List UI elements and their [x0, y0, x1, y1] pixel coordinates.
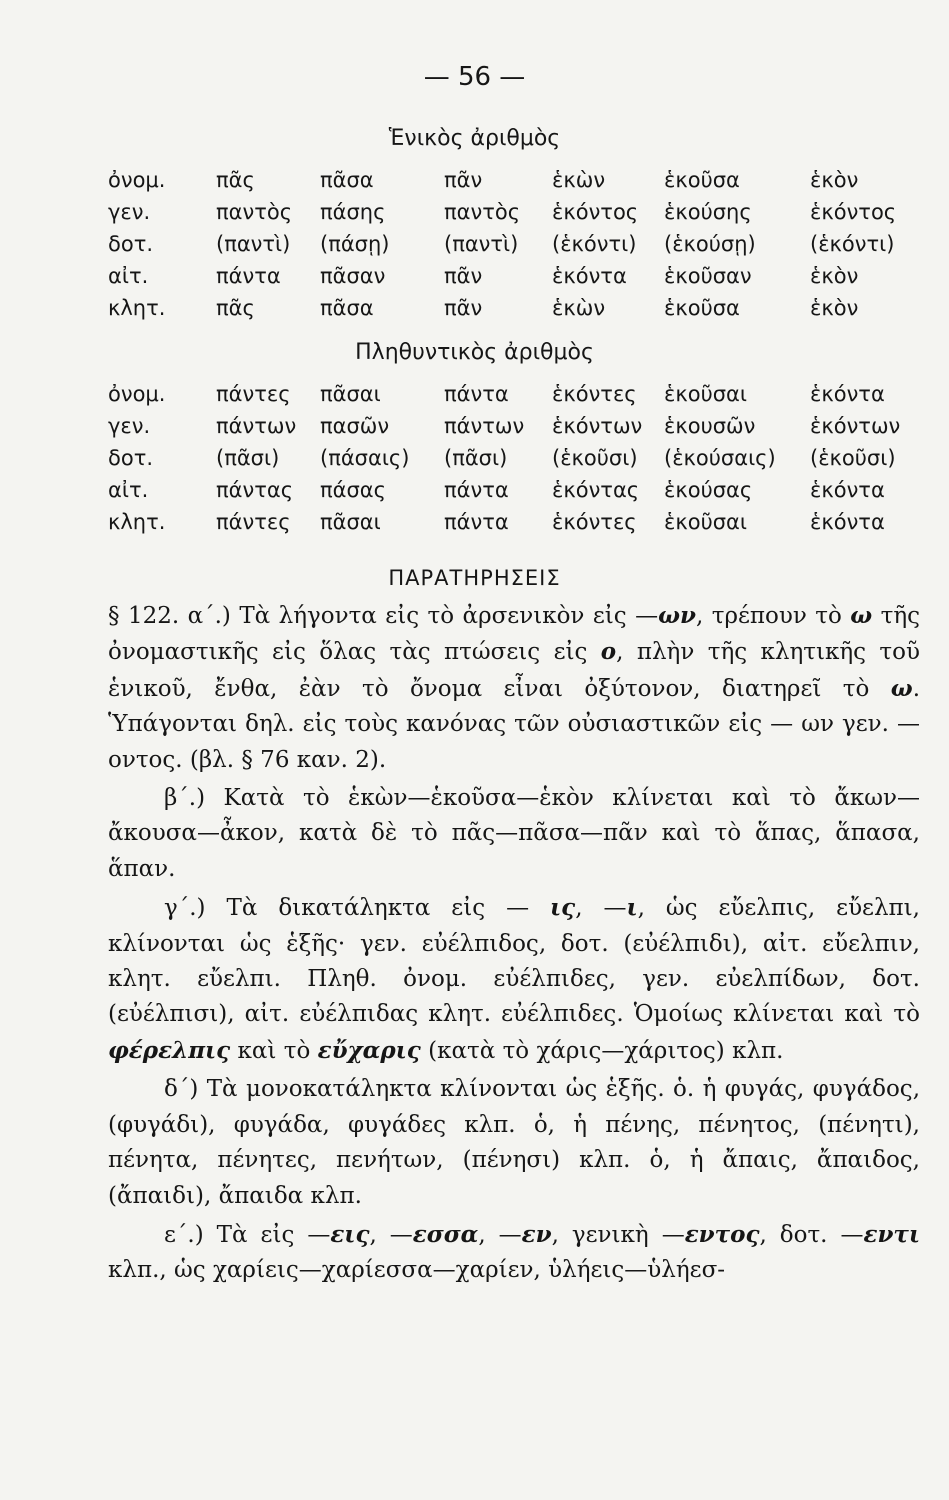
- emphasis: ω: [890, 674, 913, 702]
- form-cell: ἑκόντων: [552, 414, 643, 438]
- case-label: γεν.: [108, 200, 151, 224]
- text-run: κλπ., ὡς χαρίεις—χαρίεσσα—χαρίεν, ὑλήεις—ὑλήεσ-: [108, 1257, 726, 1284]
- text-run: , —: [478, 1221, 522, 1248]
- paragraph: [108, 781, 920, 887]
- form-cell: πᾶσαν: [320, 264, 386, 288]
- form-cell: ἑκοῦσαι: [664, 510, 747, 534]
- form-cell: ἑκουσῶν: [664, 414, 756, 438]
- emphasis: εν: [521, 1220, 552, 1248]
- text-run: καὶ τὸ: [230, 1037, 318, 1064]
- singular-heading: Ἑνικὸς ἀριθμὸς: [388, 126, 561, 151]
- form-cell: πάσας: [320, 478, 386, 502]
- form-cell: ἑκόντας: [552, 478, 640, 502]
- case-label: ὀνομ.: [108, 382, 166, 406]
- paragraph: [108, 1217, 920, 1289]
- plural-heading: Πληθυντικὸς ἀριθμὸς: [355, 340, 594, 365]
- form-cell: ἑκοῦσα: [664, 168, 740, 192]
- form-cell: πᾶν: [444, 264, 483, 288]
- text-run: β΄.) Κατὰ τὸ ἑκὼν—ἑκοῦσα—ἑκὸν κλίνεται καὶ τὸ ἄκων—ἄκουσα—ἆκον, κατὰ δὲ τὸ πᾶς—πᾶσα—πᾶν καὶ τὸ ἅπας, ἅπασα, ἅπαν.: [108, 785, 920, 882]
- form-cell: ἑκὸν: [810, 296, 859, 320]
- form-cell: πάντα: [444, 382, 509, 406]
- table-row: [108, 446, 918, 478]
- emphasis: εὔχαρις: [317, 1036, 421, 1064]
- text-run: . Ὑπάγονται δηλ. εἰς τοὺς κανόνας τῶν οὐσιαστικῶν εἰς — ων γεν. — οντος. (βλ. § 76 καν. 2).: [108, 675, 920, 773]
- form-cell: (παντὶ): [444, 232, 519, 256]
- case-label: αἰτ.: [108, 478, 149, 502]
- form-cell: (ἑκόντι): [552, 232, 637, 256]
- form-cell: ἑκόντων: [810, 414, 901, 438]
- form-cell: πασῶν: [320, 414, 390, 438]
- emphasis: ο: [600, 638, 617, 666]
- text-run: , ὡς εὔελπις, εὔελπι, κλίνονται ὡς ἑξῆς· γεν. εὐέλπιδος, δοτ. (εὐέλπιδι), αἰτ. εὔελπιν, κλητ. εὔελπι. Πληθ. ὀνομ. εὐέλπιδες, γεν. εὐελπίδων, δοτ. (εὐέλπισι), αἰτ. εὐέλπιδας κλητ. εὐέλπιδες. Ὁμοίως κλίνεται καὶ τὸ: [108, 895, 920, 1028]
- page-number: — 56 —: [423, 62, 526, 92]
- form-cell: πάσης: [320, 200, 386, 224]
- form-cell: ἑκόντα: [552, 264, 627, 288]
- form-cell: παντὸς: [444, 200, 521, 224]
- notes-body: [108, 598, 920, 1292]
- case-label: αἰτ.: [108, 264, 149, 288]
- form-cell: ἑκοῦσα: [664, 296, 740, 320]
- form-cell: ἑκόντα: [810, 510, 885, 534]
- emphasis: ων: [658, 602, 696, 629]
- form-cell: πάντα: [216, 264, 281, 288]
- form-cell: (πᾶσι): [444, 446, 508, 470]
- case-label: γεν.: [108, 414, 151, 438]
- text-run: , —: [369, 1221, 413, 1248]
- form-cell: ἑκοῦσαι: [664, 382, 747, 406]
- text-run: (κατὰ τὸ χάρις—χάριτος) κλπ.: [420, 1037, 784, 1064]
- emphasis: εντι: [863, 1220, 921, 1248]
- plural-table: [108, 382, 918, 542]
- form-cell: πᾶσα: [320, 168, 374, 192]
- form-cell: πᾶσαι: [320, 382, 381, 406]
- paragraph: [108, 1072, 920, 1214]
- singular-table: [108, 168, 918, 328]
- table-row: [108, 200, 918, 232]
- form-cell: ἑκόντες: [552, 510, 637, 534]
- case-label: κλητ.: [108, 296, 166, 320]
- form-cell: πᾶς: [216, 296, 255, 320]
- form-cell: ἑκόντα: [810, 478, 885, 502]
- form-cell: (ἑκούσαις): [664, 446, 776, 470]
- emphasis: ω: [850, 602, 873, 629]
- table-row: [108, 414, 918, 446]
- table-row: [108, 478, 918, 510]
- form-cell: (ἑκοῦσι): [552, 446, 638, 470]
- form-cell: πᾶσαι: [320, 510, 381, 534]
- emphasis: εις: [330, 1220, 370, 1248]
- form-cell: πάντων: [444, 414, 525, 438]
- notes-title: ΠΑΡΑΤΗΡΗΣΕΙΣ: [388, 566, 561, 590]
- form-cell: (πάσαις): [320, 446, 410, 470]
- form-cell: (ἑκούσῃ): [664, 232, 756, 256]
- form-cell: πᾶς: [216, 168, 255, 192]
- table-row: [108, 296, 918, 328]
- table-row: [108, 168, 918, 200]
- text-run: , —: [575, 895, 627, 922]
- form-cell: ἑκὼν: [552, 168, 606, 192]
- table-row: [108, 264, 918, 296]
- form-cell: πάντας: [216, 478, 294, 502]
- case-label: ὀνομ.: [108, 168, 166, 192]
- form-cell: (παντὶ): [216, 232, 291, 256]
- table-row: [108, 510, 918, 542]
- form-cell: (πᾶσι): [216, 446, 280, 470]
- case-label: δοτ.: [108, 446, 154, 470]
- case-label: κλητ.: [108, 510, 166, 534]
- form-cell: ἑκὼν: [552, 296, 606, 320]
- form-cell: πᾶν: [444, 168, 483, 192]
- table-row: [108, 382, 918, 414]
- paragraph: [108, 890, 920, 1069]
- form-cell: πᾶν: [444, 296, 483, 320]
- form-cell: ἑκόντα: [810, 382, 885, 406]
- emphasis: εσσα: [412, 1220, 479, 1248]
- paragraph: [108, 598, 920, 778]
- form-cell: ἑκοῦσαν: [664, 264, 752, 288]
- table-row: [108, 232, 918, 264]
- form-cell: (πάσῃ): [320, 232, 390, 256]
- form-cell: (ἑκοῦσι): [810, 446, 896, 470]
- form-cell: ἑκόντος: [552, 200, 639, 224]
- text-run: § 122. α΄.) Τὰ λήγοντα εἰς τὸ ἀρσενικὸν εἰς —: [108, 603, 659, 629]
- text-run: , τρέπουν τὸ: [695, 603, 851, 629]
- form-cell: παντὸς: [216, 200, 293, 224]
- text-run: , δοτ. —: [759, 1221, 864, 1248]
- form-cell: πάντων: [216, 414, 297, 438]
- form-cell: ἑκὸν: [810, 168, 859, 192]
- form-cell: πάντες: [216, 510, 291, 534]
- text-run: γ΄.) Τὰ δικατάληκτα εἰς —: [164, 895, 551, 922]
- emphasis: εντος: [684, 1220, 760, 1248]
- emphasis: ι: [626, 894, 638, 922]
- form-cell: ἑκόντες: [552, 382, 637, 406]
- text-run: δ΄) Τὰ μονοκατάληκτα κλίνονται ὡς ἑξῆς. ὁ. ἡ φυγάς, φυγάδος, (φυγάδι), φυγάδα, φυγάδες κλπ. ὁ, ἡ πένης, πένητος, (πένητι), πένητα, πένητες, πενήτων, (πένησι) κλπ. ὁ, ἡ ἄπαις, ἄπαιδος, (ἄπαιδι), ἄπαιδα κλπ.: [108, 1076, 920, 1209]
- case-label: δοτ.: [108, 232, 154, 256]
- emphasis: ις: [550, 894, 576, 922]
- text-run: , πλὴν τῆς κλητικῆς τοῦ ἑνικοῦ, ἔνθα, ἐὰν τὸ ὄνομα εἶναι ὀξύτονον, διατηρεῖ τὸ: [108, 639, 920, 702]
- form-cell: πάντα: [444, 478, 509, 502]
- form-cell: ἑκούσας: [664, 478, 753, 502]
- form-cell: ἑκούσης: [664, 200, 752, 224]
- text-run: τῆς ὀνομαστικῆς εἰς ὅλας τὰς πτώσεις εἰς: [108, 603, 920, 666]
- form-cell: πάντα: [444, 510, 509, 534]
- text-run: , γενικὴ —: [551, 1221, 685, 1248]
- form-cell: ἑκόντος: [810, 200, 897, 224]
- form-cell: (ἑκόντι): [810, 232, 895, 256]
- emphasis: φέρελπις: [108, 1036, 231, 1064]
- form-cell: ἑκὸν: [810, 264, 859, 288]
- text-run: ε΄.) Τὰ εἰς —: [164, 1221, 331, 1248]
- form-cell: πάντες: [216, 382, 291, 406]
- form-cell: πᾶσα: [320, 296, 374, 320]
